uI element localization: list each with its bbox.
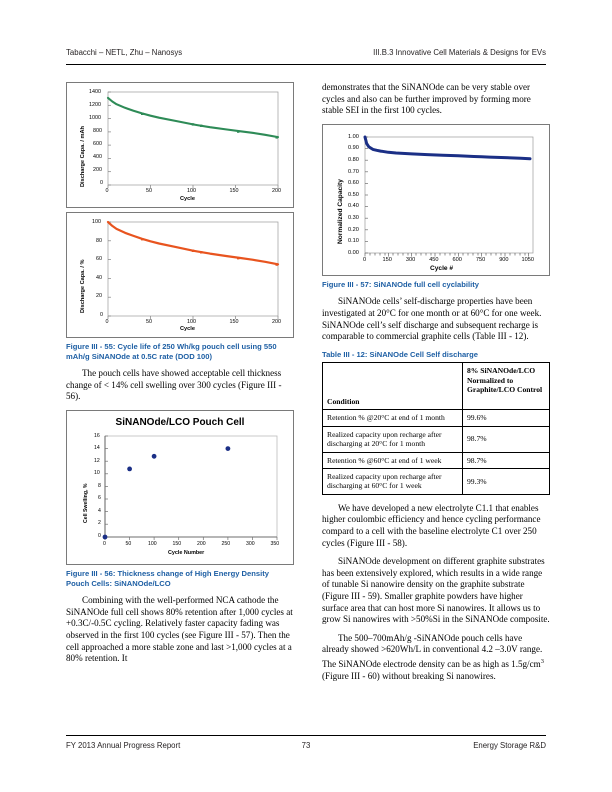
xtick: 350 xyxy=(270,540,280,547)
chart-fig55-top-xlabel: Cycle xyxy=(180,196,195,202)
ytick: 0.60 xyxy=(348,180,359,187)
ytick: 60 xyxy=(96,256,102,262)
paragraph-substrates: SiNANOde development on different graphite substrates has been extensively explored, which results in a wide range of tunable Si nanowire density on the graphite substrate (Figure III - 59). Smaller graphite powders have higher surface area that can host more Si nanowires. It allows us to grow Si nanowires with >50%Si in the SiNANOde composite. xyxy=(322,556,550,625)
table-header-condition: Condition xyxy=(323,363,463,410)
ytick: 4 xyxy=(98,507,101,514)
ytick: 1000 xyxy=(89,115,101,121)
left-column xyxy=(66,82,294,672)
ytick: 400 xyxy=(93,154,102,160)
table-cell-value: 98.7% xyxy=(463,426,550,452)
ytick: 0.50 xyxy=(348,191,359,198)
running-head-right: III.B.3 Innovative Cell Materials & Designs for EVs xyxy=(373,48,546,57)
ytick: 800 xyxy=(93,128,102,134)
ytick: 1.00 xyxy=(348,133,359,140)
paragraph-demonstrates: demonstrates that the SiNANOde can be very stable over cycles and also can be further improved by forming more stable SEI in the first 100 cycles. xyxy=(322,82,531,116)
running-foot-left: FY 2013 Annual Progress Report xyxy=(66,741,181,750)
chart-fig57-canvas xyxy=(323,125,549,275)
figure-57-caption: Figure III - 57: SiNANOde full cell cyclability xyxy=(322,279,479,289)
paragraph-pouch-cells-density-pre: The 500–700mAh/g -SiNANOde pouch cells have already showed >620Wh/L in conventional 4.2 –3.0V range. The SiNANOde electrode density can be as high as 1.5g/cm xyxy=(322,632,543,669)
ytick: 8 xyxy=(98,482,101,489)
xtick: 50 xyxy=(146,319,152,325)
xtick: 100 xyxy=(187,188,196,194)
ytick: 0 xyxy=(100,180,103,186)
ytick: 0.90 xyxy=(348,145,359,152)
footer-rule xyxy=(66,735,546,736)
ytick: 0.20 xyxy=(348,226,359,233)
xtick: 450 xyxy=(429,256,439,263)
paragraph-pouch-cells-density-post: (Figure III - 60) without breaking Si nanowires. xyxy=(322,670,496,681)
page-number: 73 xyxy=(301,741,311,750)
xtick: 50 xyxy=(146,188,152,194)
xtick: 100 xyxy=(148,540,157,547)
xtick: 0 xyxy=(105,188,109,194)
table-cell-condition: Retention % @20°C at end of 1 month xyxy=(323,410,463,426)
chart-fig55-top xyxy=(67,83,293,207)
xtick: 300 xyxy=(246,540,255,547)
figure-55-frame-2 xyxy=(66,212,294,338)
header-rule xyxy=(66,64,546,65)
xtick: 150 xyxy=(229,319,239,325)
xtick: 250 xyxy=(221,540,231,547)
table-header-row xyxy=(323,363,550,410)
table-row xyxy=(323,468,550,494)
table-self-discharge xyxy=(322,362,550,494)
figure-56-frame xyxy=(66,410,294,565)
chart-fig55-bottom-ylabel: Discharge Capa. / % xyxy=(80,259,86,313)
ytick: 0.30 xyxy=(348,214,359,221)
chart-fig56-title: SiNANOde/LCO Pouch Cell xyxy=(115,416,245,428)
ytick: 16 xyxy=(94,432,100,439)
ytick: 1400 xyxy=(89,89,101,95)
ytick: 1200 xyxy=(89,102,101,108)
chart-fig57-ylabel: Normalized Capacity xyxy=(337,178,344,244)
xtick: 150 xyxy=(172,540,182,547)
table-row xyxy=(323,452,550,468)
xtick: 150 xyxy=(229,188,239,194)
xtick: 900 xyxy=(499,256,509,263)
paragraph-electrolyte: We have developed a new electrolyte C1.1 that enables higher coulombic efficiency and hence cycling performance compard to a cell with the baseline electrolyte C1 over 250 cycles (Figure III - 58). xyxy=(322,502,541,548)
ytick: 0.80 xyxy=(348,156,359,163)
ytick: 600 xyxy=(93,141,102,147)
paragraph-combining: Combining with the well-performed NCA cathode the SiNANOde full cell shows 80% retention after 1,000 cycles at +0.3C/-0.5C cycling. Relatively faster capacity fading was observed in the first 100 cycles (see Figure III - 57). Then the cell approached a more stable zone and last >1,000 cycles at a 80% retention. It xyxy=(66,595,293,664)
ytick: 80 xyxy=(96,237,102,244)
paragraph-pouch-cells: The pouch cells have showed acceptable cell thickness change of < 14% cell swelling over 300 cycles (Figure III - 56). xyxy=(66,368,282,402)
ytick: 200 xyxy=(93,167,102,173)
chart-fig55-bottom-xlabel: Cycle xyxy=(180,326,195,332)
chart-fig55-bottom xyxy=(67,213,293,337)
chart-fig56-ylabel: Cell Swelling, % xyxy=(83,483,89,523)
table-12-caption: Table III - 12: SiNANOde Cell Self discharge xyxy=(322,349,478,359)
running-foot xyxy=(66,741,546,750)
xtick: 0 xyxy=(363,256,367,263)
ytick: 14 xyxy=(94,445,100,452)
table-cell-condition: Realized capacity upon recharge after discharging at 20°C for 1 month xyxy=(323,426,463,452)
ytick: 0.70 xyxy=(348,168,359,175)
ytick: 0.40 xyxy=(348,203,359,210)
figure-55-caption: Figure III - 55: Cycle life of 250 Wh/kg pouch cell using 550 mAh/g SiNANOde at 0.5C rate (DOD 100) xyxy=(66,342,277,361)
chart-fig57-xlabel: Cycle # xyxy=(430,264,454,272)
ytick: 0 xyxy=(100,311,103,318)
table-cell-value: 99.3% xyxy=(463,468,550,494)
ytick: 6 xyxy=(98,495,101,502)
xtick: 0 xyxy=(105,319,109,325)
superscript-exponent: 3 xyxy=(540,657,544,665)
table-cell-value: 99.6% xyxy=(463,410,550,426)
ytick: 0 xyxy=(98,532,101,539)
xtick: 300 xyxy=(405,256,416,263)
table-cell-condition: Realized capacity upon recharge after discharging at 60°C for 1 week xyxy=(323,468,463,494)
figure-57-frame xyxy=(322,124,550,276)
ytick: 20 xyxy=(96,293,102,299)
xtick: 750 xyxy=(475,256,486,263)
ytick: 0.10 xyxy=(348,238,359,245)
chart-fig57 xyxy=(323,125,549,275)
ytick: 2 xyxy=(98,520,101,527)
chart-fig55-bottom-canvas xyxy=(67,213,293,337)
chart-fig55-top-ylabel: Discharge Capa. / mAh xyxy=(80,126,86,187)
right-column xyxy=(322,82,550,689)
table-row xyxy=(323,426,550,452)
xtick: 200 xyxy=(197,540,206,547)
paragraph-self-discharge: SiNANOde cells’ self-discharge properties have been investigated at 20°C for one month or at 60°C for one week. SiNANOde cell’s self discharge and subsequent recharge is comparable to commercial graphite cells (Table III - 12). xyxy=(322,296,542,342)
table-row xyxy=(323,410,550,426)
running-head-left: Tabacchi – NETL, Zhu – Nanosys xyxy=(66,48,183,57)
ytick: 100 xyxy=(92,219,101,225)
table-header-value: 8% SiNANOde/LCO Normalized to Graphite/LCO Control xyxy=(463,363,550,410)
chart-fig56-xlabel: Cycle Number xyxy=(168,549,205,556)
xtick: 150 xyxy=(382,256,392,263)
figure-55-frame xyxy=(66,82,294,208)
xtick: 0 xyxy=(103,540,106,547)
figure-56-caption: Figure III - 56: Thickness change of High Energy Density Pouch Cells: SiNANOde/LCO xyxy=(66,568,269,588)
ytick: 12 xyxy=(94,457,100,464)
xtick: 200 xyxy=(272,319,281,325)
xtick: 600 xyxy=(452,256,462,263)
ytick: 10 xyxy=(94,470,100,477)
xtick: 200 xyxy=(272,188,281,194)
table-cell-condition: Retention % @60°C at end of 1 week xyxy=(323,452,463,468)
ytick: 40 xyxy=(96,274,102,281)
chart-fig56 xyxy=(67,411,293,564)
paragraph-pouch-cells-density xyxy=(322,633,550,682)
running-head xyxy=(66,48,546,57)
table-cell-value: 98.7% xyxy=(463,452,550,468)
xtick: 50 xyxy=(125,540,132,547)
chart-fig55-top-canvas xyxy=(67,83,293,207)
xtick: 100 xyxy=(187,319,196,325)
running-foot-right: Energy Storage R&D xyxy=(473,741,546,750)
ytick: 0.00 xyxy=(348,249,359,256)
xtick: 1050 xyxy=(521,256,534,263)
